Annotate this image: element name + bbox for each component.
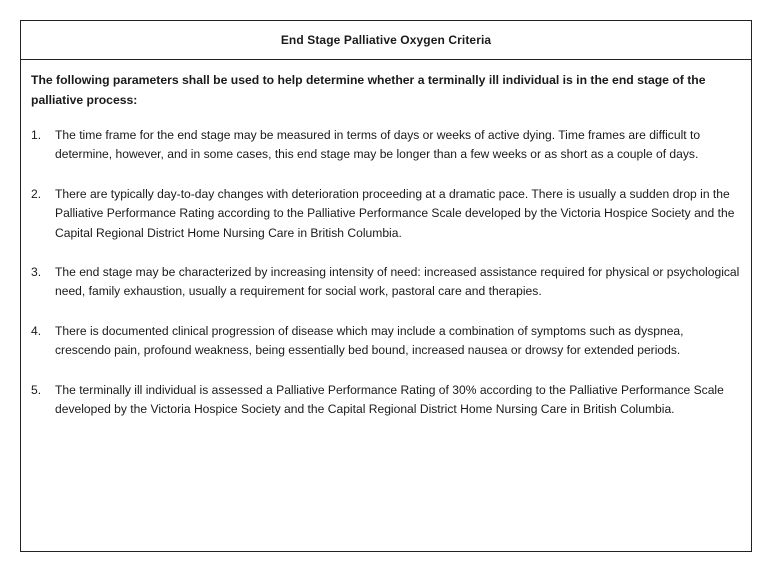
criteria-item: [31, 322, 741, 361]
criteria-text: There is documented clinical progression of disease which may include a combination of symptoms such as dyspnea, crescendo pain, profound weakness, being essentially bed bound, increased nausea or drowsy for extended periods.: [55, 323, 684, 358]
criteria-item: [31, 381, 741, 420]
criteria-content: [21, 60, 751, 419]
criteria-item: [31, 185, 741, 243]
criteria-text: The terminally ill individual is assessed a Palliative Performance Rating of 30% according to the Palliative Performance Scale developed by the Victoria Hospice Society and the Capital Regional District Home Nursing Care in British Columbia.: [55, 382, 724, 417]
criteria-number: 5.: [31, 382, 42, 397]
criteria-number: 2.: [31, 186, 42, 201]
criteria-table: [20, 20, 752, 552]
criteria-text: There are typically day-to-day changes with deterioration proceeding at a dramatic pace. There is usually a sudden drop in the Palliative Performance Rating according to the Palliative Performance Scale developed by the Victoria Hospice Society and the Capital Regional District Home Nursing Care in British Columbia.: [55, 186, 735, 240]
criteria-number: 1.: [31, 128, 42, 142]
criteria-item: [31, 126, 741, 165]
criteria-text: The end stage may be characterized by increasing intensity of need: increased assistance required for physical or psychological need, family exhaustion, usually a requirement for social work, pastoral care and therapies.: [55, 265, 740, 299]
criteria-number: 4.: [31, 323, 42, 338]
intro-paragraph: The following parameters shall be used to help determine whether a terminally ill individual is in the end stage of the palliative process:: [31, 73, 706, 107]
criteria-item: [31, 263, 741, 302]
document-title: End Stage Palliative Oxygen Criteria: [21, 21, 751, 60]
criteria-text: The time frame for the end stage may be measured in terms of days or weeks of active dying. Time frames are difficult to determine, however, and in some cases, this end stage may be longer than a few weeks or as short as a couple of days.: [55, 128, 701, 162]
criteria-number: 3.: [31, 265, 42, 280]
criteria-list: [31, 126, 741, 419]
